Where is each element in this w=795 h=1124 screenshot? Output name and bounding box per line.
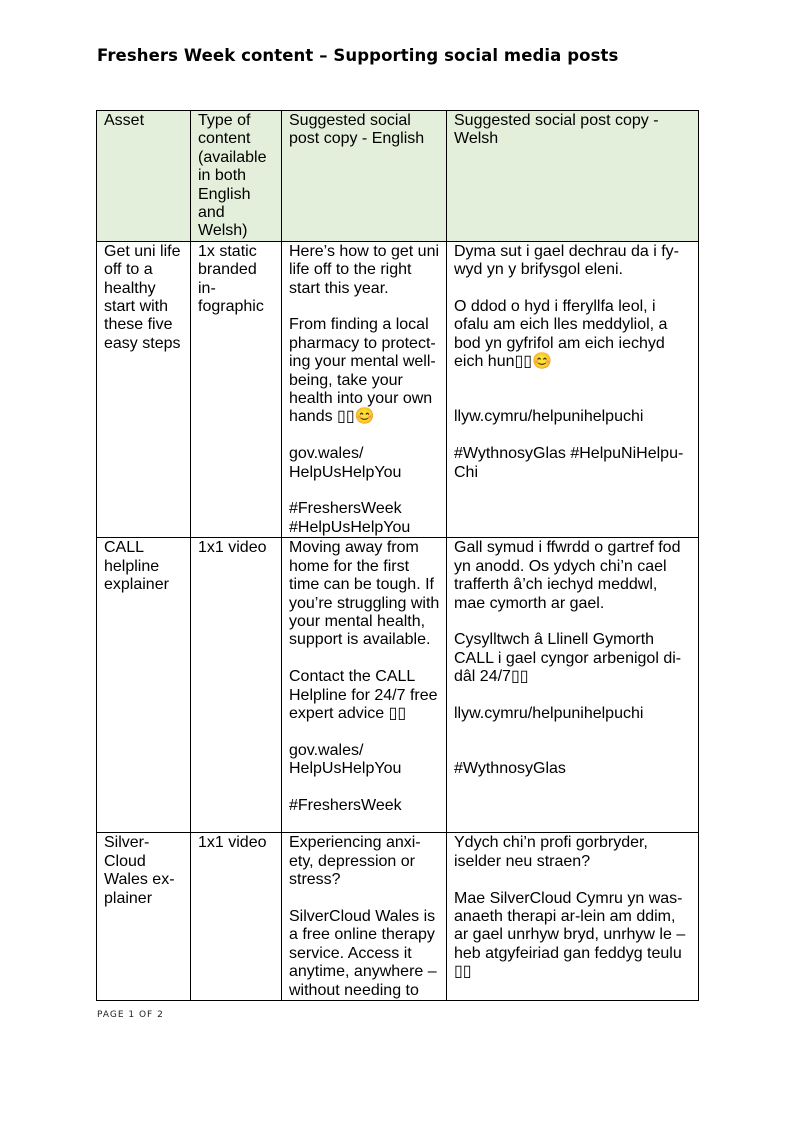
- table-row: [97, 538, 699, 833]
- copy-paragraph: Here’s how to get uni life off to the right start this year.: [289, 242, 444, 297]
- copy-hashtags: #FreshersWeek: [289, 796, 402, 814]
- header-welsh-copy: Suggested social post copy - Welsh: [447, 111, 699, 242]
- type-cell: 1x1 video: [191, 538, 282, 833]
- asset-cell: CALL helpline explainer: [97, 538, 191, 833]
- copy-paragraph: Moving away from home for the first time can be tough. If you’re struggling with your mental health, support is available.: [289, 539, 444, 649]
- welsh-copy-cell: [447, 241, 699, 537]
- asset-cell: Get uni life off to a healthy start with these five easy steps: [97, 241, 191, 537]
- copy-hashtags: #WythnosyGlas #HelpuNiHelpu-Chi: [454, 445, 684, 481]
- header-type-of-content: Type of content (available in both English and Welsh): [191, 111, 282, 242]
- page-footer: PAGE 1 OF 2: [97, 1010, 164, 1020]
- header-asset: Asset: [97, 111, 191, 242]
- copy-link: gov.wales/ HelpUsHelpYou: [289, 741, 402, 778]
- copy-paragraph: Dyma sut i gael dechrau da i fy-wyd yn y brifysgol eleni.: [454, 242, 679, 279]
- copy-paragraph: Contact the CALL Helpline for 24/7 free expert advice ▯▯: [289, 668, 442, 722]
- table-header-row: [97, 111, 699, 242]
- english-copy-cell: [282, 538, 447, 833]
- welsh-copy-cell: [447, 833, 699, 1001]
- copy-paragraph: Cysylltwch â Llinell Gymorth CALL i gael cyngor arbenigol di-dâl 24/7▯▯: [454, 631, 682, 686]
- document-title: Freshers Week content – Supporting social media posts: [97, 46, 619, 65]
- asset-cell: Silver-Cloud Wales ex-plainer: [97, 833, 191, 1001]
- copy-paragraph: Experiencing anxi-ety, depression or stress?: [289, 834, 421, 889]
- copy-link: gov.wales/ HelpUsHelpYou: [289, 445, 402, 481]
- type-cell: 1x static branded in-fographic: [191, 241, 282, 537]
- copy-link: llyw.cymru/helpunihelpuchi: [454, 408, 644, 426]
- copy-hashtags: #WythnosyGlas: [454, 760, 566, 778]
- table-row: [97, 833, 699, 1001]
- header-english-copy: Suggested social post copy - English: [282, 111, 447, 242]
- copy-paragraph: O ddod o hyd i fferyllfa leol, i ofalu am eich lles meddyliol, a bod yn gyfrifol am eich iechyd eich hun▯▯😊: [454, 298, 672, 371]
- social-posts-table: [96, 110, 699, 1001]
- english-copy-cell: [282, 833, 447, 1001]
- type-cell: 1x1 video: [191, 833, 282, 1001]
- copy-paragraph: From finding a local pharmacy to protect-ing your mental well-being, take your health into your own hands ▯▯😊: [289, 316, 437, 426]
- copy-paragraph: SilverCloud Wales is a free online therapy service. Access it anytime, anywhere – without needing to: [289, 907, 442, 999]
- table-row: [97, 241, 699, 537]
- copy-hashtags: #FreshersWeek #HelpUsHelpYou: [289, 500, 411, 536]
- copy-paragraph: Ydych chi’n profi gorbryder, iselder neu straen?: [454, 834, 653, 870]
- copy-paragraph: Gall symud i ffwrdd o gartref fod yn anodd. Os ydych chi’n cael trafferth â’ch iechyd meddwl, mae cymorth ar gael.: [454, 539, 685, 612]
- copy-link: llyw.cymru/helpunihelpuchi: [454, 704, 644, 722]
- english-copy-cell: [282, 241, 447, 537]
- copy-paragraph: Mae SilverCloud Cymru yn was-anaeth therapi ar-lein am ddim, ar gael unrhyw bryd, unrhyw le – heb atgyfeiriad gan feddyg teulu ▯▯: [454, 889, 690, 981]
- welsh-copy-cell: [447, 538, 699, 833]
